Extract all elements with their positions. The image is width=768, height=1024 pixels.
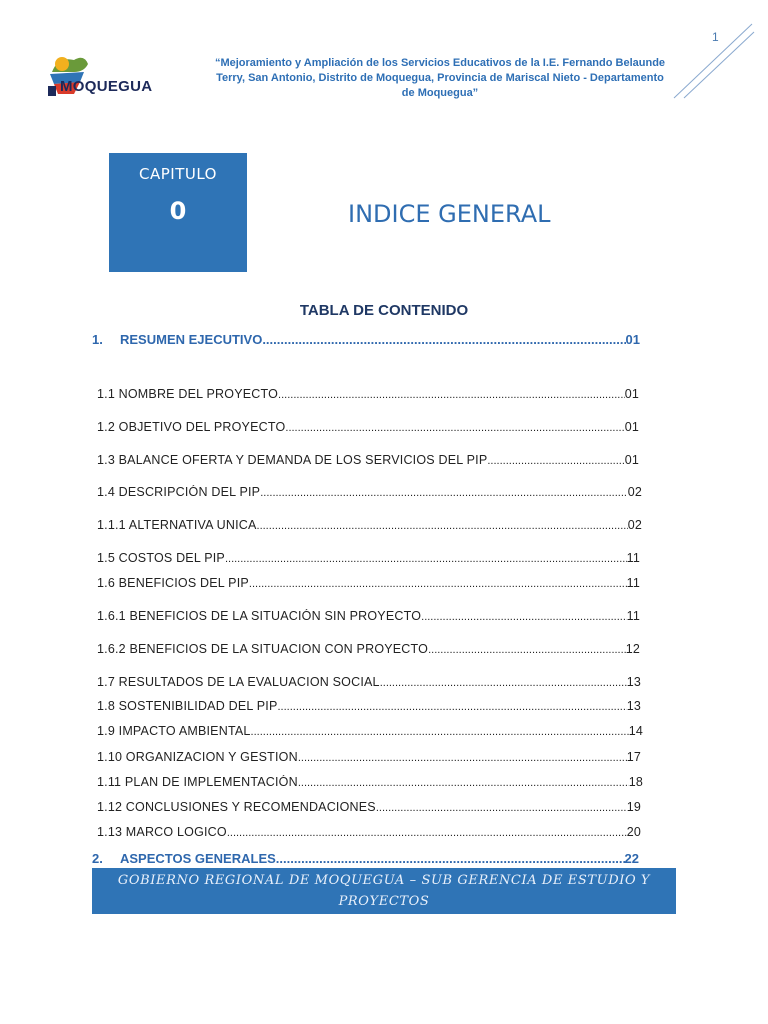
toc-dot-leader [487, 453, 624, 467]
toc-entry[interactable] [97, 642, 640, 656]
toc-entry-page: 17 [626, 750, 641, 764]
toc-entry-page: 02 [627, 518, 642, 532]
chapter-label: CAPITULO [139, 165, 217, 183]
toc-dot-leader [278, 387, 625, 401]
toc-entry-page: 20 [626, 825, 641, 839]
toc-entry-page: 12 [625, 642, 640, 656]
toc-entry-label: 1.10 ORGANIZACION Y GESTION [97, 750, 298, 764]
toc-entry[interactable] [97, 750, 641, 764]
toc-entry-label: 1.5 COSTOS DEL PIP [97, 551, 225, 565]
toc-entry-label: 1.1.1 ALTERNATIVA UNICA [97, 518, 257, 532]
toc-dot-leader [298, 775, 629, 789]
toc-dot-leader [225, 551, 627, 565]
toc-entry-page: 19 [626, 800, 641, 814]
footer-line-2: PROYECTOS [338, 894, 430, 909]
toc-section-2[interactable] [92, 851, 639, 866]
toc-entry-label: 1.11 PLAN DE IMPLEMENTACIÓN [97, 775, 298, 789]
toc-entry-page: 11 [626, 551, 640, 565]
toc-dot-leader [278, 699, 627, 713]
toc-heading: TABLA DE CONTENIDO [299, 302, 469, 319]
toc-section-1[interactable] [92, 332, 640, 347]
toc-entry-page: 01 [624, 453, 639, 467]
index-title: INDICE GENERAL [348, 200, 551, 228]
toc-entry[interactable] [97, 518, 642, 532]
toc-entry-page: 13 [626, 699, 641, 713]
toc-dot-leader [257, 518, 628, 532]
toc-dot-leader [262, 332, 625, 347]
toc-entry-label: 1.9 IMPACTO AMBIENTAL [97, 724, 251, 738]
toc-entry[interactable] [97, 576, 640, 590]
toc-section-page: 01 [625, 332, 640, 347]
toc-section-number: 2. [92, 851, 103, 866]
toc-entry[interactable] [97, 699, 641, 713]
toc-dot-leader [276, 851, 625, 866]
toc-entry[interactable] [97, 609, 640, 623]
toc-entry-label: 1.4 DESCRIPCIÓN DEL PIP [97, 485, 261, 499]
toc-entry-page: 13 [626, 675, 641, 689]
toc-entry[interactable] [97, 675, 641, 689]
toc-entry[interactable] [97, 485, 642, 499]
toc-entry[interactable] [97, 453, 639, 467]
document-header-title: “Mejoramiento y Ampliación de los Servicios Educativos de la I.E. Fernando Belaunde Terry, San Antonio, Distrito de Moquegua, Provincia de Mariscal Nieto - Departamento de Moquegua” [214, 57, 666, 99]
chapter-box [109, 153, 247, 272]
toc-entry-page: 02 [627, 485, 642, 499]
toc-entry[interactable] [97, 724, 643, 738]
toc-entry-label: 1.6.1 BENEFICIOS DE LA SITUACIÓN SIN PROYECTO [97, 609, 422, 623]
toc-dot-leader [285, 420, 624, 434]
toc-entry[interactable] [97, 800, 641, 814]
toc-dot-leader [298, 750, 627, 764]
toc-section-label: RESUMEN EJECUTIVO [120, 332, 263, 347]
toc-entry-page: 01 [624, 387, 639, 401]
toc-entry-page: 18 [628, 775, 643, 789]
toc-dot-leader [251, 724, 629, 738]
toc-dot-leader [376, 800, 627, 814]
toc-section-label: ASPECTOS GENERALES [120, 851, 276, 866]
toc-dot-leader [227, 825, 627, 839]
toc-dot-leader [421, 609, 626, 623]
toc-entry[interactable] [97, 825, 641, 839]
toc-entry[interactable] [97, 775, 643, 789]
toc-entry-page: 01 [624, 420, 639, 434]
toc-entry-label: 1.2 OBJETIVO DEL PROYECTO [97, 420, 286, 434]
chapter-number: 0 [169, 197, 187, 225]
toc-section-page: 22 [624, 851, 639, 866]
toc-dot-leader [428, 642, 626, 656]
toc-dot-leader [380, 675, 627, 689]
toc-dot-leader [249, 576, 627, 590]
toc-entry-label: 1.8 SOSTENIBILIDAD DEL PIP [97, 699, 278, 713]
corner-decoration [672, 22, 756, 102]
footer-bar [92, 868, 676, 914]
toc-entry[interactable] [97, 420, 639, 434]
toc-entry-label: 1.6 BENEFICIOS DEL PIP [97, 576, 249, 590]
page-number: 1 [712, 30, 719, 44]
toc-entry-label: 1.12 CONCLUSIONES Y RECOMENDACIONES [97, 800, 376, 814]
toc-entry-label: 1.7 RESULTADOS DE LA EVALUACION SOCIAL [97, 675, 380, 689]
toc-entry[interactable] [97, 387, 639, 401]
toc-entry-label: 1.13 MARCO LOGICO [97, 825, 227, 839]
toc-entry[interactable] [97, 551, 640, 565]
toc-dot-leader [260, 485, 627, 499]
toc-entry-page: 14 [628, 724, 643, 738]
toc-section-number: 1. [92, 332, 103, 347]
toc-entry-page: 11 [626, 576, 640, 590]
toc-entry-label: 1.1 NOMBRE DEL PROYECTO [97, 387, 279, 401]
toc-entry-page: 11 [626, 609, 640, 623]
logo-text: MOQUEGUA [60, 78, 153, 95]
toc-entry-label: 1.6.2 BENEFICIOS DE LA SITUACION CON PROYECTO [97, 642, 429, 656]
toc-entry-label: 1.3 BALANCE OFERTA Y DEMANDA DE LOS SERVICIOS DEL PIP [97, 453, 488, 467]
footer-line-1: GOBIERNO REGIONAL DE MOQUEGUA – SUB GERENCIA DE ESTUDIO Y [117, 873, 651, 888]
